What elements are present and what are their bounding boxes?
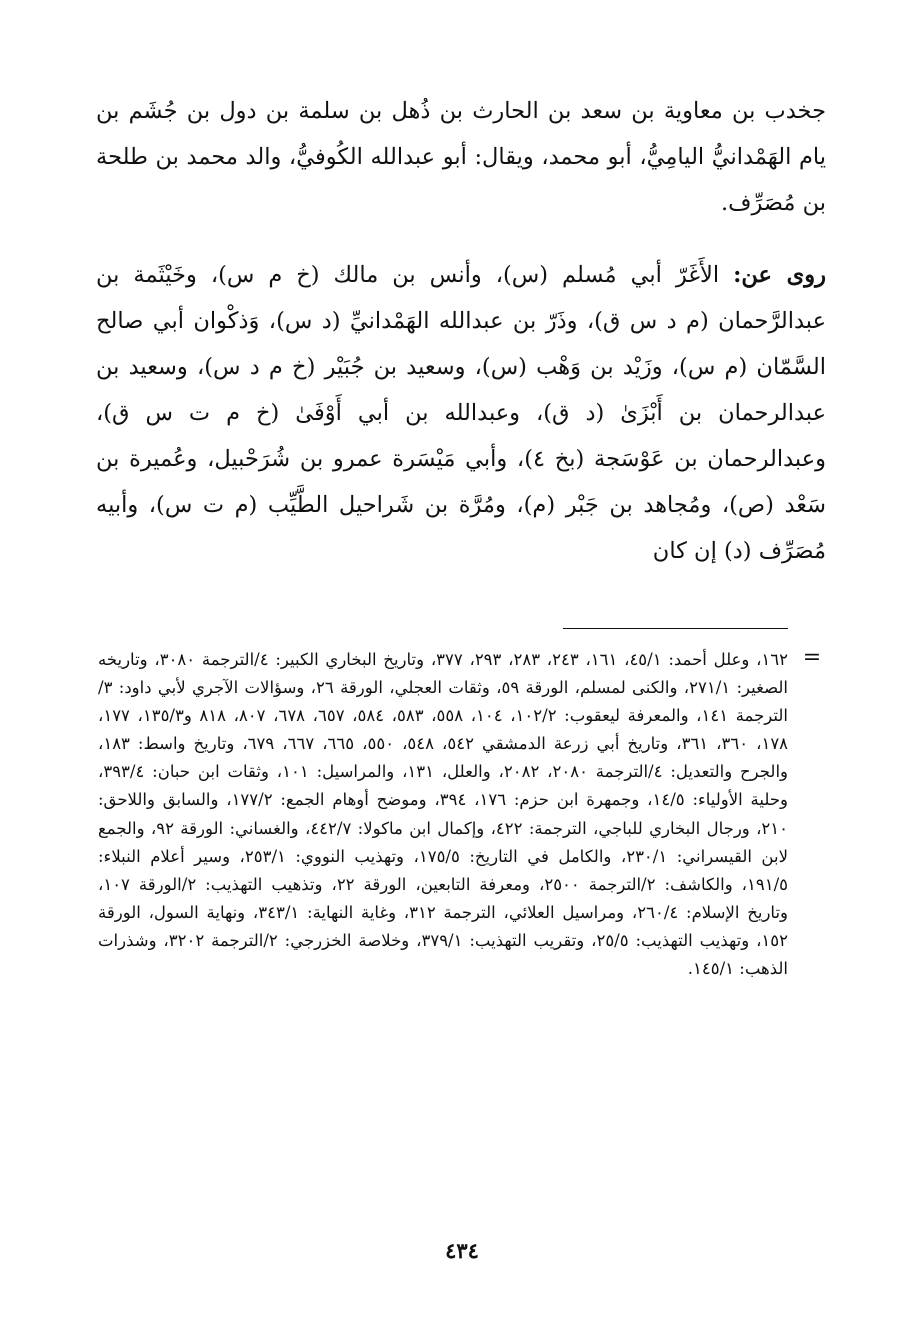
footnote-divider [563,628,788,629]
footnote [98,646,788,983]
main-text [96,88,826,574]
page-number: ٤٣٤ [445,1238,479,1263]
footnote-text: ١٦٢، وعلل أحمد: ٤٥/١، ١٦١، ٢٤٣، ٢٨٣، ٢٩٣، ٣٧٧، وتاريخ البخاري الكبير: ٤/الترجمة ٣٠٨٠، وتاريخه الصغير: ٢٧١/١، والكنى لمسلم، الورقة ٥٩، وثقات العجلي، الورقة ٢٦، وسؤالات الآجري لأبي داود: ٣/الترجمة ١٤١، والمعرفة ليعقوب: ١٠٢/٢، ١٠٤، ٥٥٨، ٥٨٣، ٥٨٤، ٦٥٧، ٦٧٨، ٨٠٧، ٨١٨ و١٣٥/٣، ١٧٧، ١٧٨، ٣٦٠، ٣٦١، وتاريخ أبي زرعة الدمشقي ٥٤٢، ٥٤٨، ٥٥٠، ٦٦٥، ٦٦٧، ٦٧٩، وتاريخ واسط: ١٨٣، والجرح والتعديل: ٤/الترجمة ٢٠٨٠، ٢٠٨٢، والعلل، ١٣١، والمراسيل: ١٠١، وثقات ابن حبان: ٣٩٣/٤، وحلية الأولياء: ١٤/٥، وجمهرة ابن حزم: ١٧٦، ٣٩٤، وموضح أوهام الجمع: ١٧٧/٢، والسابق واللاحق: ٢١٠، ورجال البخاري للباجي، الترجمة: ٤٢٢، وإكمال ابن ماكولا: ٤٤٢/٧، والغساني: الورقة ٩٢، والجمع لابن القيسراني: ٢٣٠/١، والكامل في التاريخ: ١٧٥/٥، وتهذيب النووي: ٢٥٣/١، وسير أعلام النبلاء: ١٩١/٥، والكاشف: ٢/الترجمة ٢٥٠٠، ومعرفة التابعين، الورقة ٢٢، وتذهيب التهذيب: ٢/الورقة ١٠٧، وتاريخ الإسلام: ٢٦٠/٤، ومراسيل العلائي، الترجمة ٣١٢، وغاية النهاية: ٣٤٣/١، ونهاية السول، الورقة ١٥٢، وتهذيب التهذيب: ٢٥/٥، وتقريب التهذيب: ٣٧٩/١، وخلاصة الخزرجي: ٢/الترجمة ٣٢٠٢، وشذرات الذهب: ١٤٥/١. [98,650,789,979]
narrated-from-label: روى عن: [733,262,826,288]
footnote-continuation-mark: = [802,645,822,670]
narrated-from-text: الأَغَرّ أبي مُسلم (س)، وأنس بن مالك (خ م س)، وخَيْثَمة بن عبدالرَّحمان (م د س ق)، وذَرّ بن عبدالله الهَمْدانيِّ (د س)، وَذكْوان أبي صالح السَّمّان (م س)، وزَيْد بن وَهْب (س)، وسعيد بن جُبَيْر (خ م د س)، وسعيد بن عبدالرحمان بن أَبْزَىٰ (د ق)، وعبدالله بن أبي أَوْفَىٰ (خ م ت س ق)، وعبدالرحمان بن عَوْسَجة (بخ ٤)، وأبي مَيْسَرة عمرو بن شُرَحْبيل، وعُميرة بن سَعْد (ص)، ومُجاهد بن جَبْر (م)، ومُرَّة بن شَراحيل الطَّيِّب (م ت س)، وأبيه مُصَرِّف (د) إن كان [96,262,826,564]
biography-paragraph: جخدب بن معاوية بن سعد بن الحارث بن ذُهل بن سلمة بن دول بن جُشَم بن يام الهَمْدانيُّ اليامِيُّ، أبو محمد، ويقال: أبو عبدالله الكُوفيُّ، والد محمد بن طلحة بن مُصَرِّف. [96,98,826,216]
narrated-from-paragraph [96,252,826,574]
